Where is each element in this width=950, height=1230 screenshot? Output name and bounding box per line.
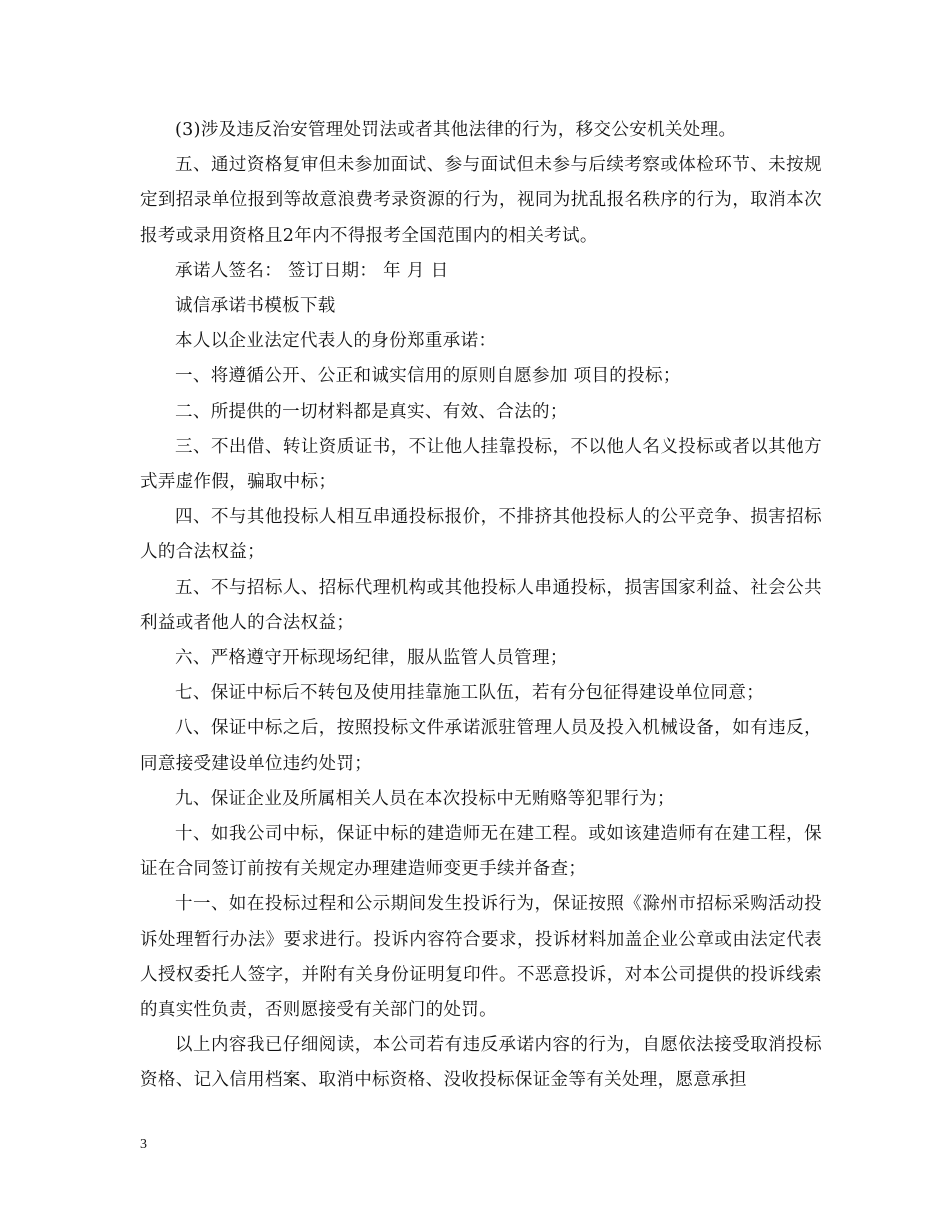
signature-date-line: 承诺人签名： 签订日期： 年 月 日 — [175, 260, 449, 281]
pledge-item-3: 三、不出借、转让资质证书，不让他人挂靠投标，不以他人名义投标或者以其他方式弄虚作假，骗取中标； — [140, 436, 822, 493]
pledge-item-4: 四、不与其他投标人相互串通投标报价，不排挤其他投标人的公平竞争、损害招标人的合法权益； — [140, 507, 822, 563]
pledge-item-5: 五、不与招标人、招标代理机构或其他投标人串通投标，损害国家利益、社会公共利益或者他人的合法权益； — [140, 577, 822, 633]
pledge-item-6: 六、严格遵守开标现场纪律，服从监管人员管理； — [175, 648, 568, 669]
pledge-item-7: 七、保证中标后不转包及使用挂靠施工队伍，若有分包征得建设单位同意； — [175, 683, 765, 704]
pledge-item-9: 九、保证企业及所属相关人员在本次投标中无贿赂等犯罪行为； — [175, 788, 675, 809]
paragraph-public-security-referral: (3)涉及违反治安管理处罚法或者其他法律的行为，移交公安机关处理。 — [175, 120, 737, 140]
page-number: 3 — [140, 1137, 147, 1152]
paragraph-legal-representative-pledge: 本人以企业法定代表人的身份郑重承诺： — [175, 331, 497, 352]
pledge-item-8: 八、保证中标之后，按照投标文件承诺派驻管理人员及投入机械设备，如有违反，同意接受建设单位违约处罚； — [140, 718, 822, 774]
document-body — [140, 113, 822, 1099]
pledge-item-1: 一、将遵循公开、公正和诚实信用的原则自愿参加 项目的投标； — [175, 366, 681, 387]
pledge-item-2: 二、所提供的一切材料都是真实、有效、合法的； — [175, 401, 568, 422]
pledge-item-11: 十一、如在投标过程和公示期间发生投诉行为，保证按照《滁州市招标采购活动投诉处理暂行办法》要求进行。投诉内容符合要求，投诉材料加盖企业公章或由法定代表人授权委托人签字，并附有关身份证明复印件。不恶意投诉，对本公司提供的投诉线索的真实性负责，否则愿接受有关部门的处罚。 — [140, 894, 822, 1021]
pledge-item-10: 十、如我公司中标，保证中标的建造师无在建工程。或如该建造师有在建工程，保证在合同签订前按有关规定办理建造师变更手续并备查； — [140, 824, 822, 880]
paragraph-acknowledgement: 以上内容我已仔细阅读，本公司若有违反承诺内容的行为，自愿依法接受取消投标资格、记入信用档案、取消中标资格、没收投标保证金等有关处理，愿意承担 — [140, 1035, 822, 1091]
paragraph-exam-resource-waste: 五、通过资格复审但未参加面试、参与面试但未参与后续考察或体检环节、未按规定到招录单位报到等故意浪费考录资源的行为，视同为扰乱报名秩序的行为，取消本次报考或录用资格且2年内不得报考全国范围内的相关考试。 — [140, 155, 822, 246]
section-heading-template-download: 诚信承诺书模板下载 — [175, 296, 336, 317]
